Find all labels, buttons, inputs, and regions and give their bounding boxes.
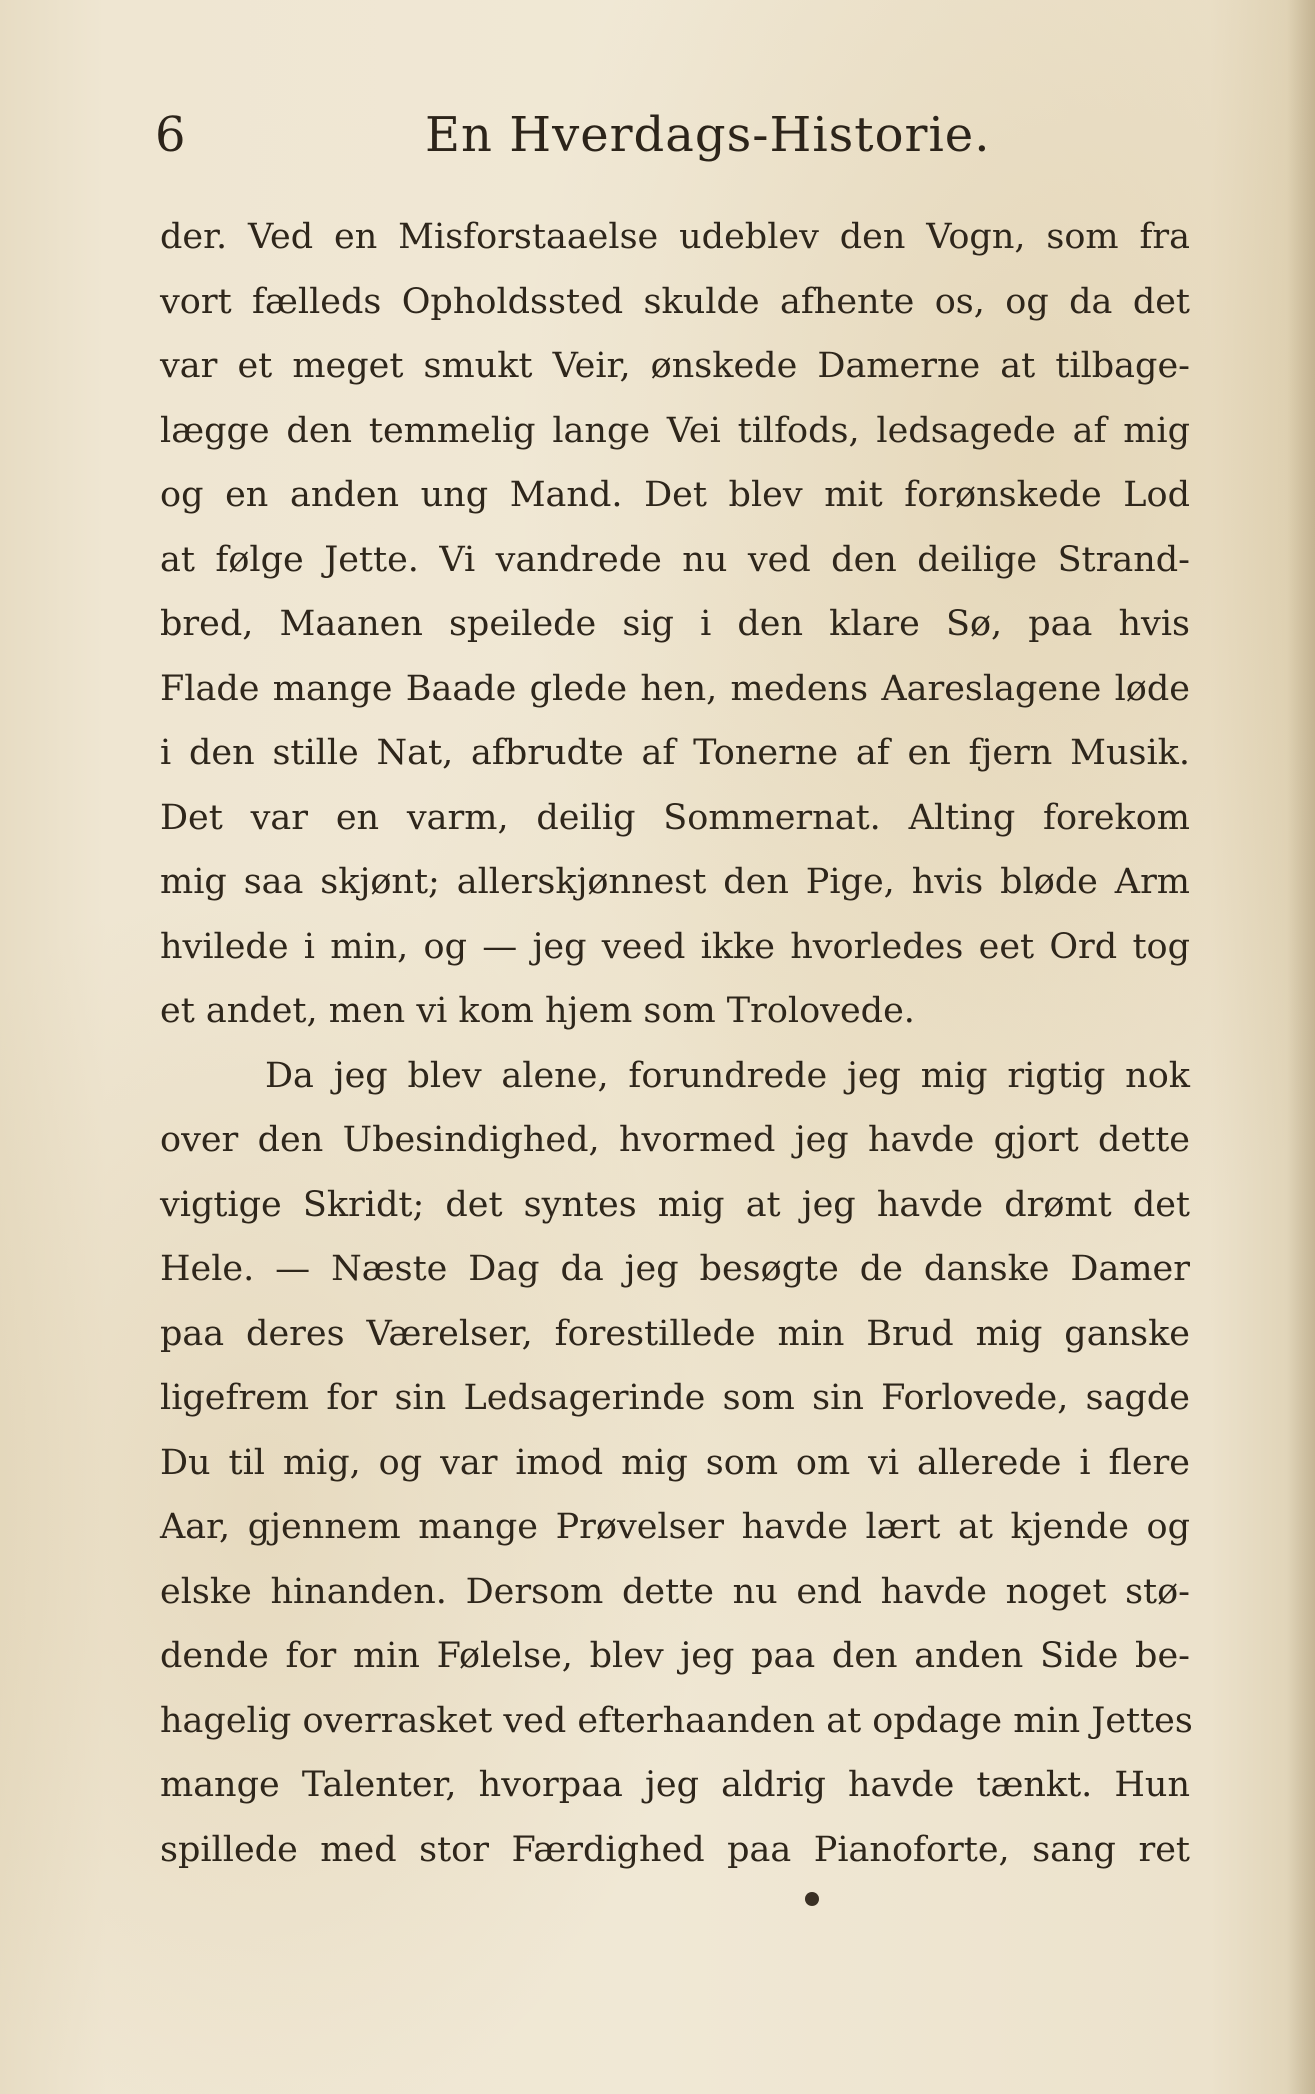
text-line: hagelig overrasket ved efterhaanden at opdage min Jettes <box>160 1700 1193 1741</box>
text-line: Du til mig, og var imod mig som om vi allerede i flere <box>160 1442 1190 1483</box>
text-line: elske hinanden. Dersom dette nu end havde noget stø- <box>160 1571 1190 1612</box>
text-line: vigtige Skridt; det syntes mig at jeg havde drømt det <box>160 1184 1190 1225</box>
text-line: Da jeg blev alene, forundrede jeg mig rigtig nok <box>265 1055 1190 1096</box>
text-line: der. Ved en Misforstaaelse udeblev den Vogn, som fra <box>160 217 1190 257</box>
text-line: Hele. — Næste Dag da jeg besøgte de danske Damer <box>160 1249 1190 1289</box>
text-line: var et meget smukt Veir, ønskede Damerne at tilbage- <box>160 346 1190 386</box>
text-line: Flade mange Baade glede hen, medens Aareslagene løde <box>160 668 1190 709</box>
page-number: 6 <box>155 107 186 163</box>
running-title: En Hverdags-Historie. <box>425 107 991 163</box>
printer-mark-dot <box>805 1892 819 1906</box>
text-line: og en anden ung Mand. Det blev mit forønskede Lod <box>160 475 1190 515</box>
text-line: vort fælleds Opholdssted skulde afhente os, og da det <box>160 281 1190 322</box>
text-line: Aar, gjennem mange Prøvelser havde lært at kjende og <box>160 1507 1190 1547</box>
text-line: et andet, men vi kom hjem som Trolovede. <box>160 991 915 1031</box>
text-line: mig saa skjønt; allerskjønnest den Pige, hvis bløde Arm <box>160 862 1190 902</box>
text-line: hvilede i min, og — jeg veed ikke hvorledes eet Ord tog <box>160 926 1190 967</box>
text-line: over den Ubesindighed, hvormed jeg havde gjort dette <box>160 1120 1190 1160</box>
text-line: dende for min Følelse, blev jeg paa den anden Side be- <box>160 1636 1190 1676</box>
text-line: bred, Maanen speilede sig i den klare Sø, paa hvis <box>160 604 1190 644</box>
text-line: at følge Jette. Vi vandrede nu ved den deilige Strand- <box>160 539 1190 580</box>
text-line: Det var en varm, deilig Sommernat. Alting forekom <box>160 797 1190 838</box>
page-edge-shadow <box>1287 0 1315 2094</box>
text-line: spillede med stor Færdighed paa Pianoforte, sang ret <box>160 1829 1190 1870</box>
text-line: mange Talenter, hvorpaa jeg aldrig havde tænkt. Hun <box>160 1765 1190 1805</box>
page-header <box>155 100 1155 170</box>
text-line: i den stille Nat, afbrudte af Tonerne af en fjern Musik. <box>160 733 1190 773</box>
text-line: ligefrem for sin Ledsagerinde som sin Forlovede, sagde <box>160 1378 1190 1418</box>
text-line: paa deres Værelser, forestillede min Brud mig ganske <box>160 1313 1190 1354</box>
text-line: lægge den temmelig lange Vei tilfods, ledsagede af mig <box>160 410 1190 451</box>
body-text <box>160 205 1193 1882</box>
